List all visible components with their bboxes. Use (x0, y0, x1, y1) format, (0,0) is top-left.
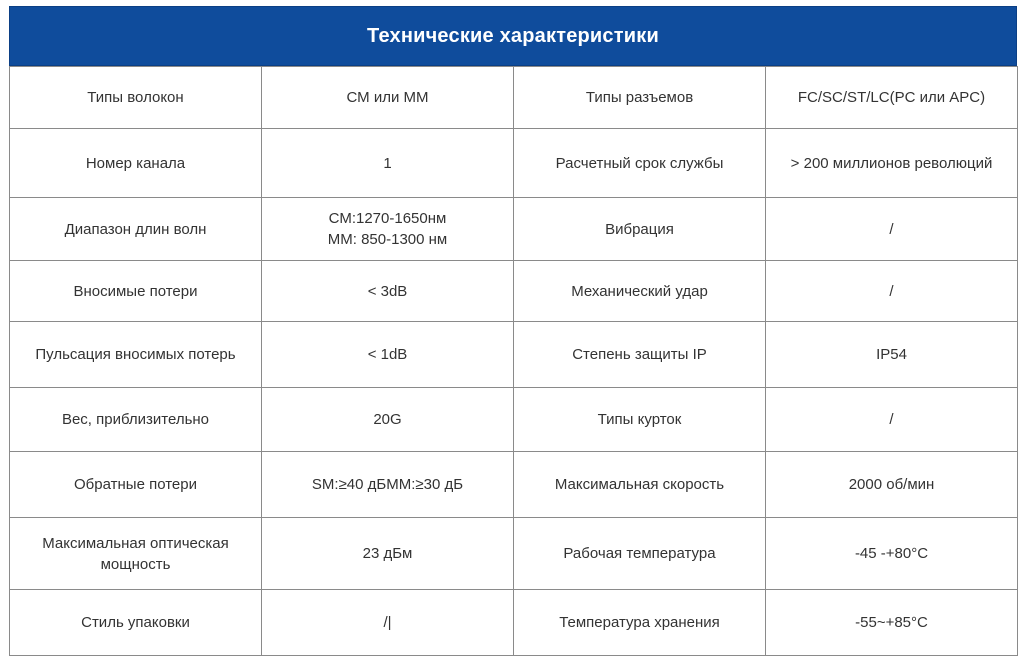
spec-cell-param-value: -55~+85°C (766, 590, 1018, 656)
table-row (10, 67, 1018, 129)
spec-cell-param-name: Пульсация вносимых потерь (10, 322, 262, 388)
spec-cell-param-value: > 200 миллионов революций (766, 129, 1018, 198)
spec-cell-param-value: 2000 об/мин (766, 452, 1018, 518)
spec-cell-param-value: -45 -+80°C (766, 518, 1018, 590)
spec-table-container (9, 6, 1017, 656)
spec-cell-param-value: < 3dB (262, 261, 514, 322)
table-row (10, 452, 1018, 518)
spec-cell-param-value: 20G (262, 388, 514, 452)
spec-cell-param-name: Обратные потери (10, 452, 262, 518)
spec-cell-param-name: Температура хранения (514, 590, 766, 656)
cell-line: ММ: 850-1300 нм (327, 231, 448, 248)
spec-cell-param-name: Максимальная скорость (514, 452, 766, 518)
spec-table (9, 66, 1018, 656)
spec-cell-param-name: Механический удар (514, 261, 766, 322)
spec-cell-param-value: FC/SC/ST/LC(PC или APC) (766, 67, 1018, 129)
spec-cell-param-value: /| (262, 590, 514, 656)
spec-cell-param-value: / (766, 388, 1018, 452)
table-title: Технические характеристики (9, 6, 1017, 66)
spec-cell-param-name: Вибрация (514, 198, 766, 261)
cell-line: мощность (100, 555, 171, 573)
table-row (10, 261, 1018, 322)
spec-cell-param-value: SM:≥40 дБММ:≥30 дБ (262, 452, 514, 518)
cell-line: Максимальная оптическая (42, 534, 229, 552)
table-row (10, 322, 1018, 388)
table-row (10, 198, 1018, 261)
spec-cell-param-name: Номер канала (10, 129, 262, 198)
spec-cell-param-value: IP54 (766, 322, 1018, 388)
table-row (10, 518, 1018, 590)
spec-cell-param-name: Типы курток (514, 388, 766, 452)
spec-cell-param-name: Вносимые потери (10, 261, 262, 322)
spec-table-body (10, 67, 1018, 656)
table-row (10, 590, 1018, 656)
table-row (10, 388, 1018, 452)
spec-cell-param-name: Рабочая температура (514, 518, 766, 590)
spec-cell-param-value: 23 дБм (262, 518, 514, 590)
spec-cell-param-name: Расчетный срок службы (514, 129, 766, 198)
spec-cell-param-value: / (766, 261, 1018, 322)
spec-cell-param-value: 1 (262, 129, 514, 198)
spec-cell-param-name: Стиль упаковки (10, 590, 262, 656)
spec-cell-param-name: Степень защиты IP (514, 322, 766, 388)
table-row (10, 129, 1018, 198)
spec-cell-param-name (10, 518, 262, 590)
cell-line: СМ:1270-1650нм (328, 210, 447, 227)
spec-cell-param-name: Типы разъемов (514, 67, 766, 129)
spec-cell-param-value: СМ или ММ (262, 67, 514, 129)
spec-cell-param-name: Вес, приблизительно (10, 388, 262, 452)
spec-cell-param-value: < 1dB (262, 322, 514, 388)
spec-cell-param-name: Диапазон длин волн (10, 198, 262, 261)
spec-cell-param-name: Типы волокон (10, 67, 262, 129)
spec-cell-param-value: / (766, 198, 1018, 261)
spec-cell-param-value (262, 198, 514, 261)
